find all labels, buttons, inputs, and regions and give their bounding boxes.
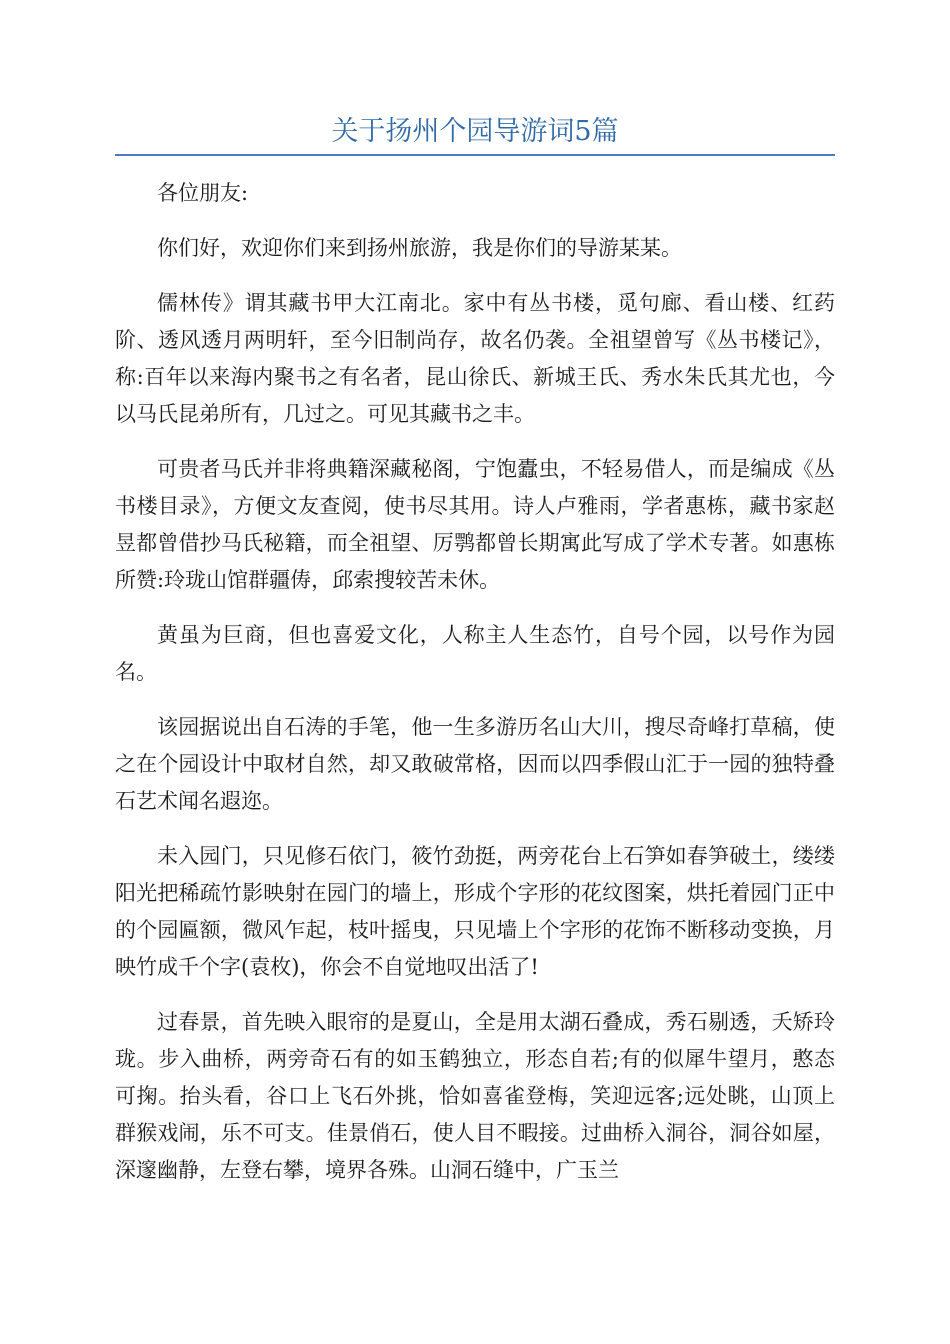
document-title: 关于扬州个园导游词5篇 — [331, 116, 619, 147]
paragraph-garden-name: 黄虽为巨商，但也喜爱文化，人称主人生态竹，自号个园，以号作为园名。 — [115, 623, 835, 684]
paragraph-shitao: 该园据说出自石涛的手笔，他一生多游历名山大川，搜尽奇峰打草稿，使之在个园设计中取材自然，却又敢破常格，因而以四季假山汇于一园的独特叠石艺术闻名遐迩。 — [115, 715, 835, 813]
title-underline — [115, 154, 835, 156]
paragraph-summer-hill: 过春景，首先映入眼帘的是夏山，全是用太湖石叠成，秀石剔透，夭矫玲珑。步入曲桥，两旁奇石有的如玉鹤独立，形态自若;有的似犀牛望月，憨态可掬。抬头看，谷口上飞石外挑，恰如喜雀登梅，笑迎远客;远处眺，山顶上群猴戏闹，乐不可支。佳景俏石，使人目不暇接。过曲桥入洞谷，洞谷如屋，深邃幽静，左登右攀，境界各殊。山洞石缝中，广玉兰 — [115, 1010, 835, 1182]
paragraph-library: 儒林传》谓其藏书甲大江南北。家中有丛书楼，觅句廊、看山楼、红药阶、透风透月两明轩，至今旧制尚存，故名仍袭。全祖望曾写《丛书楼记》，称:百年以来海内聚书之有名者，昆山徐氏、新城王氏、秀水朱氏其尤也，今以马氏昆弟所有，几过之。可见其藏书之丰。 — [115, 291, 835, 426]
paragraph-welcome: 你们好，欢迎你们来到扬州旅游，我是你们的导游某某。 — [157, 236, 682, 260]
paragraph-gate: 未入园门，只见修石依门，筱竹劲挺，两旁花台上石笋如春笋破土，缕缕阳光把稀疏竹影映射在园门的墙上，形成个字形的花纹图案，烘托着园门正中的个园匾额，微风乍起，枝叶摇曳，只见墙上个字形的花饰不断移动变换，月映竹成千个字(袁枚)，你会不自觉地叹出活了! — [115, 844, 835, 979]
paragraph-lending: 可贵者马氏并非将典籍深藏秘阁，宁饱蠹虫，不轻易借人，而是编成《丛书楼目录》，方便文友查阅，使书尽其用。诗人卢雅雨，学者惠栋，藏书家赵昱都曾借抄马氏秘籍，而全祖望、厉鹗都曾长期寓此写成了学术专著。如惠栋所赞:玲珑山馆群疆俦，邱索搜较苦未休。 — [115, 457, 835, 592]
document-body — [115, 175, 835, 1207]
paragraph-greeting: 各位朋友: — [157, 181, 249, 205]
